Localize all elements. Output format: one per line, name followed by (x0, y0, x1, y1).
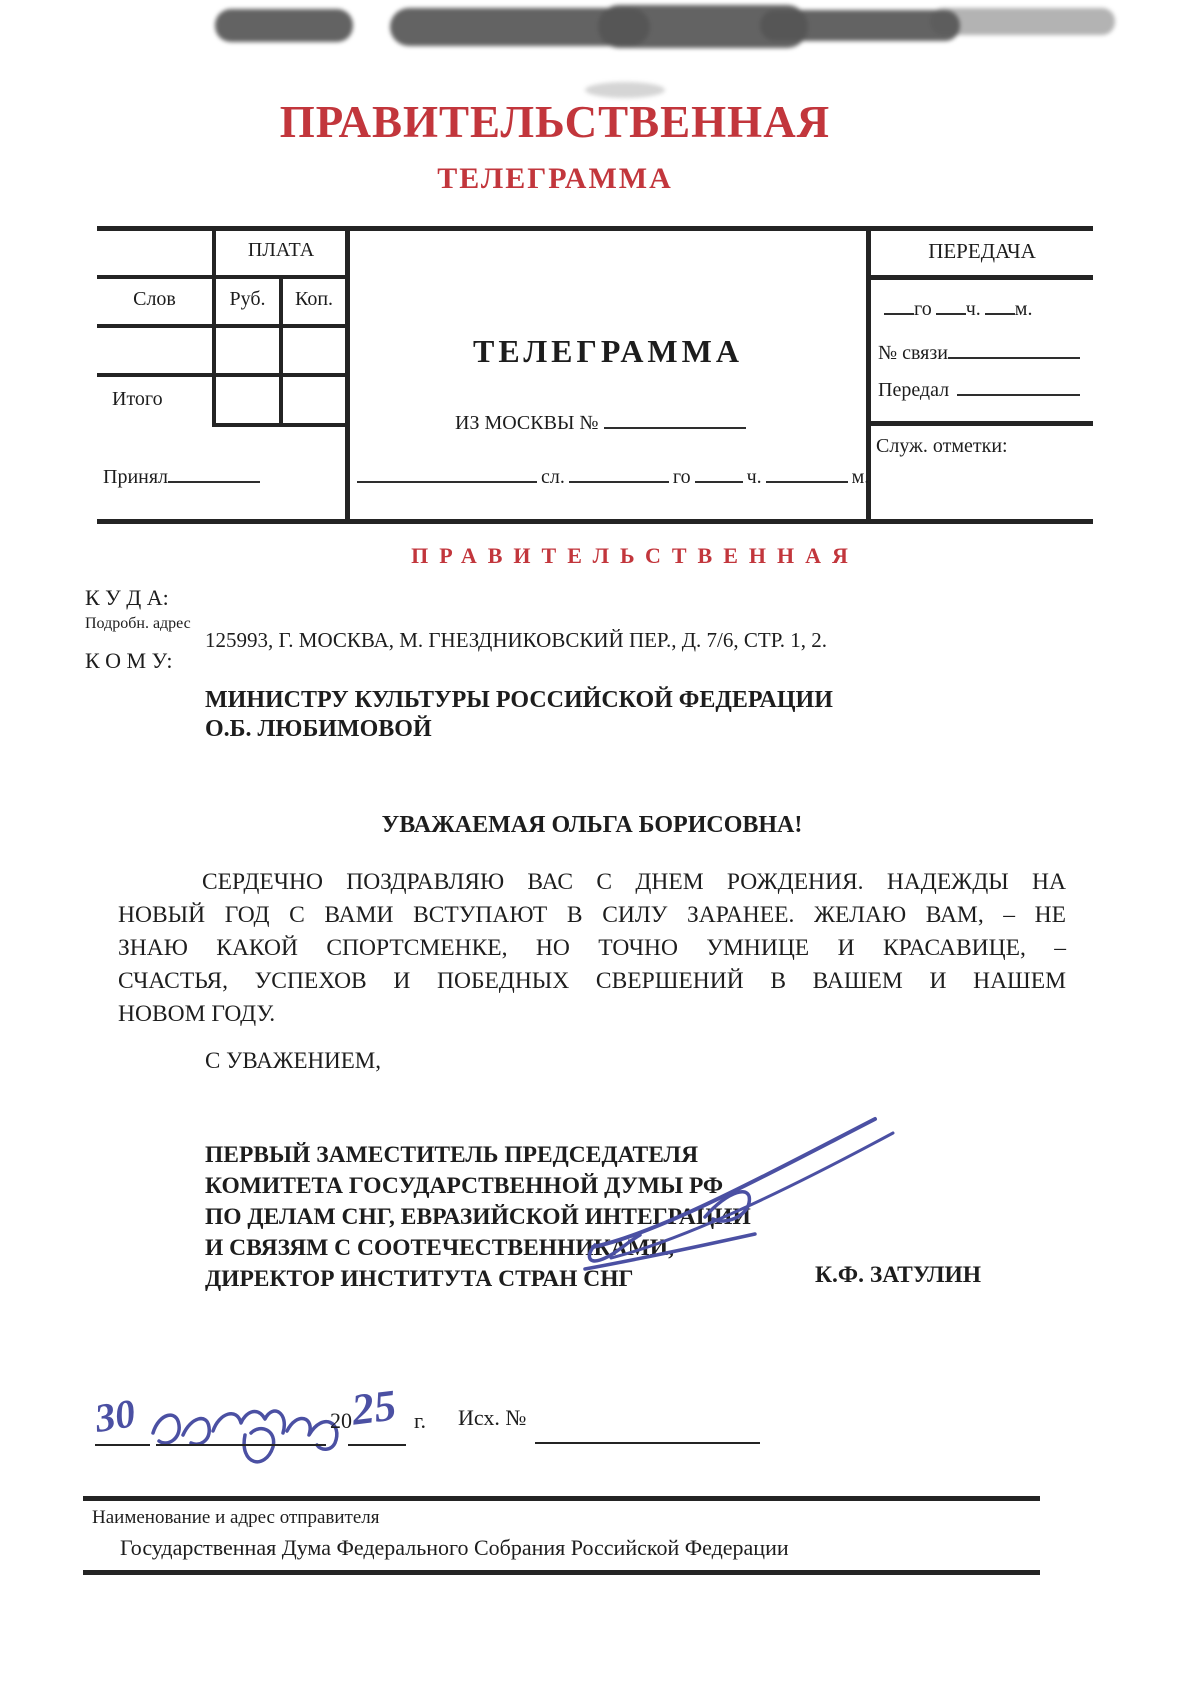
blank-underline (348, 1444, 406, 1446)
signer-title-line: ДИРЕКТОР ИНСТИТУТА СТРАН СНГ (205, 1266, 634, 1292)
blank-underline (766, 462, 848, 483)
grid-line (866, 421, 1093, 426)
transmitted-by-label: Передал (878, 379, 950, 401)
payment-kopecks-label: Коп. (294, 288, 334, 310)
transfer-go-label: го (914, 298, 932, 320)
grid-line (97, 373, 349, 377)
grid-line (97, 275, 349, 279)
blank-underline (948, 338, 1080, 359)
handwritten-month-scribble (145, 1385, 360, 1475)
sl-label: сл. (541, 466, 565, 488)
signer-name: К.Ф. ЗАТУЛИН (815, 1262, 982, 1288)
from-moscow-label: ИЗ МОСКВЫ № (455, 412, 599, 434)
blank-underline (985, 294, 1015, 315)
message-body (118, 866, 1066, 1031)
handwritten-signature (555, 1095, 1025, 1315)
address-line: 125993, Г. МОСКВА, М. ГНЕЗДНИКОВСКИЙ ПЕР., Д. 7/6, СТР. 1, 2. (205, 628, 828, 652)
signer-title-line: КОМИТЕТА ГОСУДАРСТВЕННОЙ ДУМЫ РФ (205, 1173, 724, 1199)
payment-rubles-label: Руб. (229, 288, 266, 310)
transfer-header: ПЕРЕДАЧА (928, 239, 1036, 263)
grid-line (97, 324, 349, 328)
handwritten-day: 30 (91, 1390, 139, 1441)
sender-name: Государственная Дума Федерального Собрания Российской Федерации (120, 1535, 789, 1560)
sender-section-label: Наименование и адрес отправителя (92, 1507, 380, 1528)
blank-heading: ТЕЛЕГРАММА (473, 333, 743, 369)
redaction-blob (930, 8, 1115, 35)
body-line: НОВОМ ГОДУ. (118, 1001, 276, 1027)
doc-title: ПРАВИТЕЛЬСТВЕННАЯ (279, 97, 831, 147)
body-line: НОВЫЙ ГОД С ВАМИ ВСТУПАЮТ В СИЛУ ЗАРАНЕЕ. ЖЕЛАЮ ВАМ, – НЕ (118, 902, 1066, 928)
blank-underline (168, 462, 260, 483)
handwritten-year: 25 (349, 1380, 399, 1435)
signer-title-line: ПЕРВЫЙ ЗАМЕСТИТЕЛЬ ПРЕДСЕДАТЕЛЯ (205, 1142, 699, 1168)
blank-underline (156, 1444, 326, 1446)
footer-rule (83, 1570, 1040, 1575)
signer-title-line: ПО ДЕЛАМ СНГ, ЕВРАЗИЙСКОЙ ИНТЕГРАЦИИ (205, 1204, 751, 1230)
redaction-blob (215, 9, 353, 42)
year-prefix: 20 (330, 1408, 352, 1433)
m-label: м. (851, 466, 870, 488)
service-marks-label: Служ. отметки: (876, 435, 1008, 457)
body-line: СЕРДЕЧНО ПОЗДРАВЛЯЮ ВАС С ДНЕМ РОЖДЕНИЯ. НАДЕЖДЫ НА (202, 869, 1066, 895)
body-line: СЧАСТЬЯ, УСПЕХОВ И ПОБЕДНЫХ СВЕРШЕНИЙ В ВАШЕМ И НАШЕМ (118, 968, 1066, 994)
blank-underline (357, 462, 537, 483)
salutation: УВАЖАЕМАЯ ОЛЬГА БОРИСОВНА! (381, 812, 803, 838)
closing: С УВАЖЕНИЕМ, (205, 1048, 382, 1073)
payment-words-label: Слов (133, 288, 176, 310)
komu-label: К О М У: (85, 648, 173, 673)
grid-line (97, 519, 1093, 524)
blank-underline (95, 1444, 150, 1446)
recipient-name: О.Б. ЛЮБИМОВОЙ (205, 716, 432, 742)
doc-subtitle: ТЕЛЕГРАММА (437, 162, 673, 195)
blank-underline (936, 294, 966, 315)
grid-line (97, 226, 1093, 231)
ch-label: ч. (746, 466, 762, 488)
blank-underline (884, 294, 914, 315)
received-by-label: Принял (103, 466, 169, 488)
comm-no-label: № связи (878, 342, 948, 364)
recipient-title: МИНИСТРУ КУЛЬТУРЫ РОССИЙСКОЙ ФЕДЕРАЦИИ (205, 687, 833, 713)
grid-line (345, 226, 350, 524)
kuda-label: К У Д А: (85, 585, 169, 610)
transfer-m-label: м. (1014, 298, 1033, 320)
blank-underline (535, 1442, 760, 1444)
go-label: го (672, 466, 691, 488)
transfer-ch-label: ч. (965, 298, 981, 320)
blank-underline (604, 408, 746, 429)
grid-line (866, 275, 1093, 280)
detail-address-note: Подробн. адрес (85, 615, 191, 632)
classification-line: ПРАВИТЕЛЬСТВЕННАЯ (411, 543, 859, 568)
blank-underline (695, 462, 743, 483)
blank-underline (569, 462, 669, 483)
year-suffix: г. (414, 1408, 427, 1433)
blank-underline (957, 375, 1080, 396)
signer-title-line: И СВЯЗЯМ С СООТЕЧЕСТВЕННИКАМИ, (205, 1235, 674, 1261)
footer-rule (83, 1496, 1040, 1501)
payment-header: ПЛАТА (247, 239, 315, 261)
ref-number-label: Исх. № (458, 1405, 527, 1430)
payment-total-label: Итого (112, 388, 163, 410)
body-line: ЗНАЮ КАКОЙ СПОРТСМЕНКЕ, НО ТОЧНО УМНИЦЕ И КРАСАВИЦЕ, – (118, 935, 1066, 961)
